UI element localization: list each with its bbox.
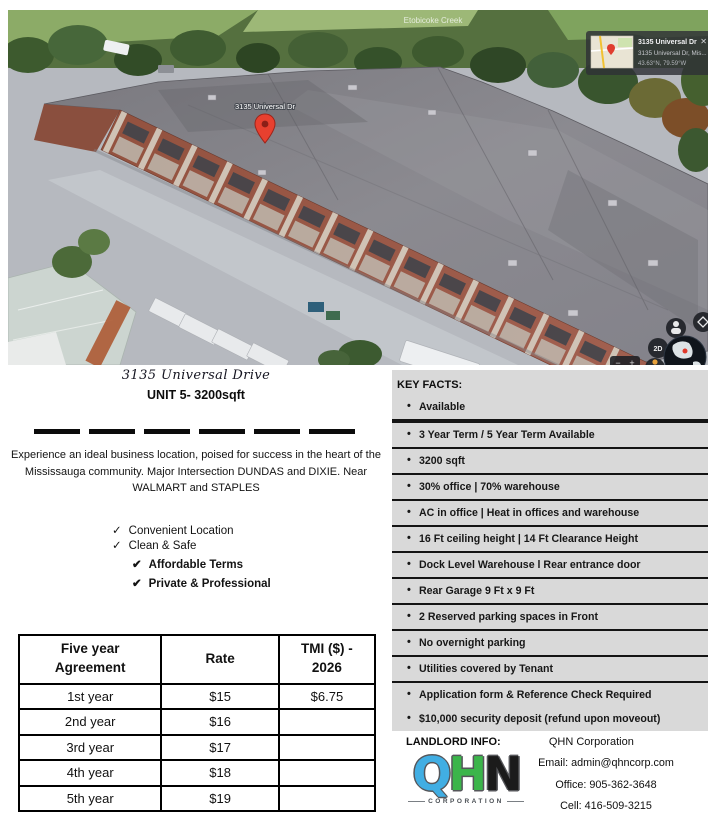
pricing-cell: $6.75: [279, 684, 375, 710]
landlord-cell-phone: Cell: 416-509-3215: [560, 800, 652, 813]
feature-item: [132, 576, 392, 590]
key-fact-item: • AC in office | Heat in offices and warehouse: [392, 501, 708, 527]
qhn-logo: [406, 747, 526, 818]
logo-letter-h: H: [448, 747, 485, 801]
pricing-cell: 5th year: [19, 786, 161, 812]
street-view-button[interactable]: [666, 318, 686, 338]
pricing-cell: $17: [161, 735, 278, 761]
logo-subtitle: CORPORATION: [406, 798, 526, 805]
pricing-cell: 4th year: [19, 760, 161, 786]
pricing-header-cell: TMI ($) - 2026: [279, 635, 375, 684]
feature-label: Clean & Safe: [128, 539, 197, 552]
key-fact-item: • Utilities covered by Tenant: [392, 657, 708, 683]
feature-list: [0, 523, 392, 590]
key-fact-item: • 16 Ft ceiling height | 14 Ft Clearance Height: [392, 527, 708, 553]
map-card-subtitle: 3135 Universal Dr, Mis...: [638, 50, 707, 57]
landlord-contacts: [526, 753, 700, 818]
checkmark-icon: ✔: [132, 558, 142, 571]
checkmark-icon: ✓: [112, 524, 122, 537]
aerial-photo: [8, 10, 708, 365]
key-facts-column: [392, 370, 708, 818]
pricing-header-cell: Rate: [161, 635, 278, 684]
pricing-header-cell: Five year Agreement: [19, 635, 161, 684]
property-address: 3135 Universal Drive: [121, 368, 271, 383]
pricing-cell: $19: [161, 786, 278, 812]
key-fact-item: • $10,000 security deposit (refund upon moveout): [392, 707, 708, 731]
pegman-icon: [652, 359, 657, 364]
close-icon[interactable]: ✕: [700, 37, 707, 46]
pricing-row: [19, 786, 375, 812]
pricing-cell: 1st year: [19, 684, 161, 710]
person-icon: [673, 321, 679, 327]
landlord-section: [392, 731, 708, 818]
map-card-coords: 43.63°N, 79.59°W: [638, 61, 687, 67]
logo-letter-q: Q: [412, 747, 449, 801]
listing-description: Experience an ideal business location, poised for success in the heart of the Mississauga community. Major Intersection DUNDAS and DIXIE. Near WALMART and STAPLES: [11, 449, 381, 494]
key-facts-panel: [392, 370, 708, 731]
key-fact-item: • Rear Garage 9 Ft x 9 Ft: [392, 579, 708, 605]
zoom-control[interactable]: [610, 356, 640, 365]
pricing-table: [18, 634, 376, 813]
creek-label: Etobicoke Creek: [403, 16, 463, 25]
checkmark-icon: ✓: [112, 539, 122, 552]
key-fact-item: • No overnight parking: [392, 631, 708, 657]
feature-label: Convenient Location: [128, 524, 234, 537]
pricing-row: [19, 709, 375, 735]
zoom-out-icon[interactable]: −: [615, 358, 621, 365]
map-card[interactable]: [586, 31, 708, 75]
pricing-cell: $18: [161, 760, 278, 786]
map-card-title: 3135 Universal Dr: [638, 39, 697, 46]
feature-label: Affordable Terms: [148, 558, 243, 571]
pricing-cell: [279, 760, 375, 786]
listing-column: [0, 368, 392, 812]
pricing-table-header-row: [19, 635, 375, 684]
pin-label: 3135 Universal Dr: [234, 102, 296, 111]
key-fact-item: • Dock Level Warehouse l Rear entrance door: [392, 553, 708, 579]
feature-item: [132, 557, 392, 571]
pricing-cell: [279, 709, 375, 735]
pricing-row: [19, 684, 375, 710]
logo-letter-n: N: [484, 747, 520, 801]
pricing-row: [19, 760, 375, 786]
zoom-in-icon[interactable]: +: [629, 358, 635, 365]
landlord-office-phone: Office: 905-362-3648: [555, 778, 657, 791]
pricing-cell: 2nd year: [19, 709, 161, 735]
key-fact-item: • Available: [392, 395, 708, 423]
unit-title: UNIT 5- 3200sqft: [147, 388, 245, 402]
pricing-row: [19, 735, 375, 761]
key-facts-list: [392, 395, 708, 731]
pricing-cell: $15: [161, 684, 278, 710]
feature-item: [112, 523, 392, 537]
key-fact-item: • 3 Year Term / 5 Year Term Available: [392, 423, 708, 449]
key-fact-item: • 30% office | 70% warehouse: [392, 475, 708, 501]
landlord-email: Email: admin@qhncorp.com: [538, 757, 674, 769]
feature-item: [112, 538, 392, 552]
pricing-cell: $16: [161, 709, 278, 735]
feature-label: Private & Professional: [148, 577, 271, 590]
dashed-divider: [34, 429, 358, 434]
2d-label: 2D: [653, 346, 663, 353]
landlord-company: QHN Corporation: [548, 736, 634, 748]
pricing-cell: [279, 735, 375, 761]
pricing-cell: 3rd year: [19, 735, 161, 761]
key-facts-title: KEY FACTS:: [397, 379, 463, 391]
key-fact-item: • 2 Reserved parking spaces in Front: [392, 605, 708, 631]
pricing-cell: [279, 786, 375, 812]
key-fact-item: • Application form & Reference Check Required: [392, 683, 708, 707]
landlord-info-label: LANDLORD INFO:: [406, 736, 501, 748]
checkmark-icon: ✔: [132, 577, 142, 590]
key-fact-item: • 3200 sqft: [392, 449, 708, 475]
